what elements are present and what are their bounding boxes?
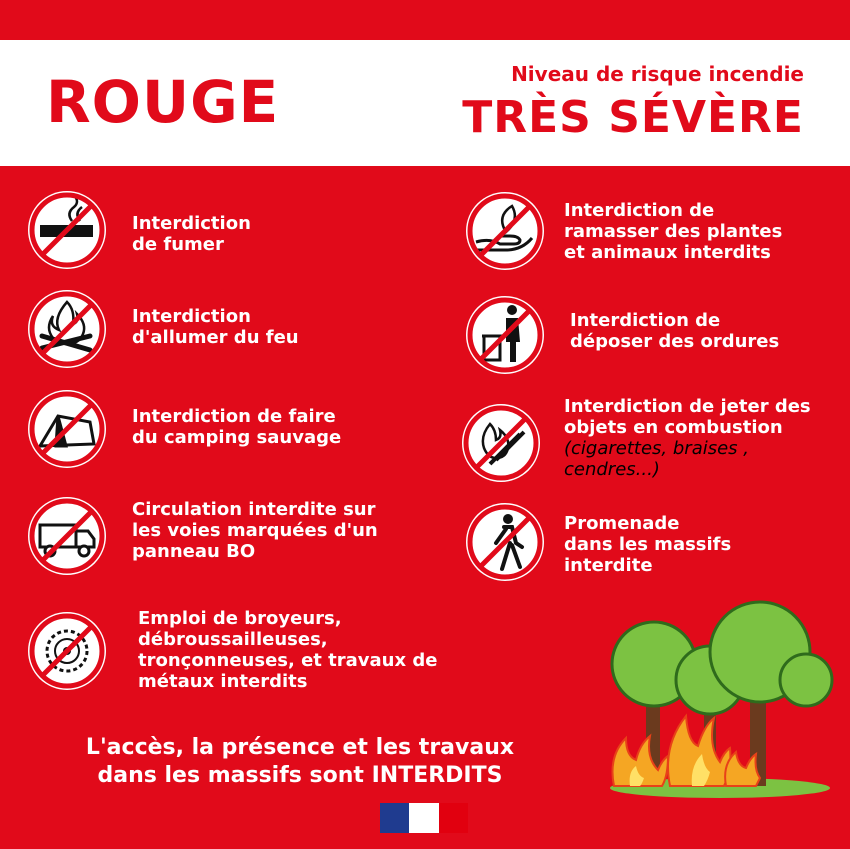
no-fire-icon <box>28 290 106 368</box>
no-walking-icon <box>466 503 544 581</box>
footer-warning: L'accès, la présence et les travaux dans les massifs sont INTERDITS <box>85 735 515 788</box>
rule-no-vehicle <box>28 497 378 575</box>
no-saw-icon <box>28 612 106 690</box>
header-banner <box>0 40 850 166</box>
risk-level-color: ROUGE <box>46 68 280 136</box>
rule-no-burning-objects <box>462 396 811 482</box>
rule-no-fire <box>28 290 299 368</box>
rule-text: Interdiction de faire du camping sauvage <box>132 406 342 448</box>
rule-text: Interdiction de déposer des ordures <box>570 310 780 352</box>
rule-no-smoking <box>28 191 251 269</box>
top-strip <box>0 0 850 40</box>
rule-note: (cigarettes, braises , cendres...) <box>564 438 749 480</box>
rule-text: Emploi de broyeurs, débroussailleuses, tronçonneuses, et travaux de métaux interdits <box>138 608 438 692</box>
rule-no-littering <box>466 296 779 374</box>
no-smoking-icon <box>28 191 106 269</box>
no-camping-icon <box>28 390 106 468</box>
rule-no-saw <box>28 608 438 692</box>
risk-label: Niveau de risque incendie <box>511 62 804 86</box>
risk-level-text: TRÈS SÉVÈRE <box>462 92 804 143</box>
french-republic-logo-icon <box>380 803 468 833</box>
forest-fire-illustration <box>600 600 840 800</box>
rule-no-camping <box>28 390 341 468</box>
rule-text: Promenade dans les massifs interdite <box>564 513 732 576</box>
rule-no-walking <box>466 503 731 581</box>
rule-text-block <box>564 396 811 480</box>
rule-text: Interdiction de fumer <box>132 213 251 255</box>
no-vehicle-icon <box>28 497 106 575</box>
no-littering-icon <box>466 296 544 374</box>
no-burning-objects-icon <box>462 404 540 482</box>
rule-text: Interdiction de jeter des objets en combustion <box>564 396 811 438</box>
rule-text: Circulation interdite sur les voies marquées d'un panneau BO <box>132 499 378 562</box>
rule-text: Interdiction d'allumer du feu <box>132 306 299 348</box>
no-picking-plants-icon <box>466 192 544 270</box>
rule-text: Interdiction de ramasser des plantes et animaux interdits <box>564 200 783 263</box>
rule-no-picking-plants <box>466 192 782 270</box>
